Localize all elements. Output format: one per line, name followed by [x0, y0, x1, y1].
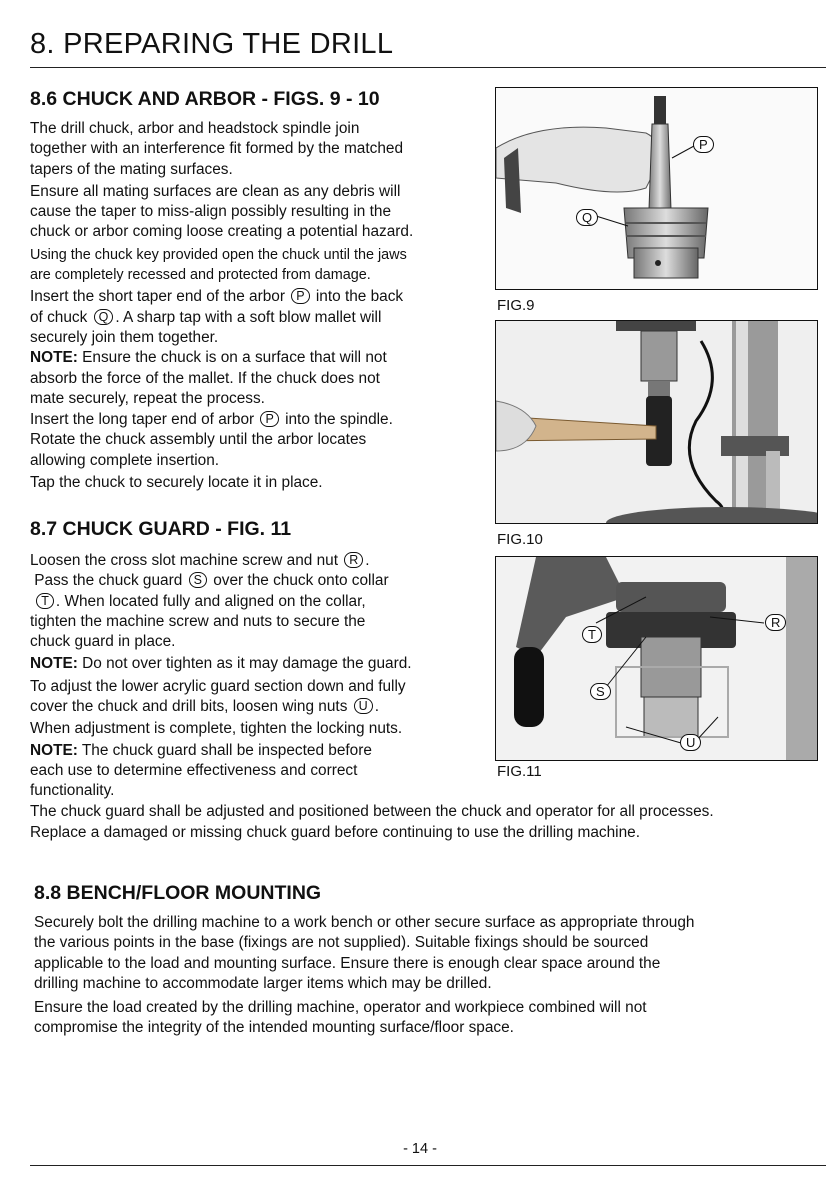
figure-10-photo: [495, 320, 818, 524]
text-line: drilling machine to accommodate larger items which may be drilled.: [34, 974, 492, 992]
label-p-marker: P: [291, 288, 309, 304]
page-title: 8. PREPARING THE DRILL: [30, 28, 394, 60]
text-line: compromise the integrity of the intended mounting surface/floor space.: [34, 1019, 514, 1037]
text-line: tighten the machine screw and nuts to secure the: [30, 612, 366, 630]
text-line: [30, 410, 413, 430]
text-line: absorb the force of the mallet. If the chuck does not: [30, 369, 380, 387]
text-span: into the spindle.: [285, 411, 393, 429]
fig9-callout-q: Q: [576, 209, 598, 226]
text-line: [30, 287, 413, 307]
text-span: .: [374, 698, 379, 716]
label-t-marker: T: [36, 593, 54, 609]
text-line: each use to determine effectiveness and correct: [30, 761, 358, 779]
text-span: over the chuck onto collar: [213, 572, 389, 590]
label-u-marker: U: [354, 698, 373, 714]
text-span: Insert the long taper end of arbor: [30, 411, 255, 429]
text-line: Rotate the chuck assembly until the arbor locates: [30, 431, 367, 449]
figure-9-caption: FIG.9: [497, 297, 535, 314]
text-line: functionality.: [30, 782, 115, 800]
fig9-callout-p: P: [693, 136, 714, 153]
section-8-8-text: [34, 913, 694, 1039]
text-line: securely join them together.: [30, 328, 219, 346]
text-line: Tap the chuck to securely locate it in place.: [30, 474, 323, 492]
text-span: Pass the chuck guard: [34, 572, 183, 590]
note-label: NOTE:: [30, 741, 78, 759]
label-r-marker: R: [344, 552, 363, 568]
figure-9-illustration: [496, 88, 817, 289]
note-label: NOTE:: [30, 349, 78, 367]
figure-10-illustration: [496, 321, 817, 523]
section-8-7-heading: 8.7 CHUCK GUARD - FIG. 11: [30, 518, 292, 540]
text-line: tapers of the mating surfaces.: [30, 160, 233, 178]
section-8-6-text: [30, 119, 413, 493]
text-span: Loosen the cross slot machine screw and nut: [30, 552, 338, 569]
section-8-8-heading: 8.8 BENCH/FLOOR MOUNTING: [34, 882, 322, 904]
text-line: [30, 308, 413, 328]
text-line: Using the chuck key provided open the chuck until the jaws: [30, 246, 407, 263]
figure-11-photo: [495, 556, 818, 761]
fig11-callout-r: R: [765, 614, 786, 631]
text-line: cause the taper to miss-align possibly resulting in the: [30, 203, 392, 221]
text-span: Insert the short taper end of the arbor: [30, 288, 285, 306]
text-line: mate securely, repeat the process.: [30, 389, 265, 407]
text-span: The chuck guard shall be inspected before: [77, 741, 372, 759]
text-span: cover the chuck and drill bits, loosen wing nuts: [30, 698, 348, 716]
text-line: To adjust the lower acrylic guard section down and fully: [30, 677, 406, 695]
text-line: applicable to the load and mounting surface. Ensure there is enough clear space around the: [34, 954, 661, 972]
text-line: The drill chuck, arbor and headstock spindle join: [30, 120, 360, 137]
text-line: chuck or arbor coming loose creating a potential hazard.: [30, 223, 414, 241]
text-line: chuck guard in place.: [30, 633, 176, 651]
text-span: of chuck: [30, 308, 88, 326]
text-line: the various points in the base (fixings are not supplied). Suitable fixings should be sourced: [34, 934, 649, 952]
note-line: [30, 348, 413, 368]
text-line: together with an interference fit formed by the matched: [30, 140, 403, 158]
text-span: Do not over tighten as it may damage the guard.: [77, 655, 412, 673]
label-p-marker: P: [260, 411, 278, 427]
text-span: . When located fully and aligned on the collar,: [55, 592, 366, 610]
figure-10-caption: FIG.10: [497, 531, 543, 548]
page-number: - 14 -: [403, 1141, 437, 1157]
header-rule: [30, 67, 826, 68]
label-q-marker: Q: [94, 309, 114, 325]
text-line: The chuck guard shall be adjusted and positioned between the chuck and operator for all processes.: [30, 802, 714, 820]
fig11-callout-t: T: [582, 626, 602, 643]
text-span: Ensure the chuck is on a surface that will not: [77, 349, 387, 367]
fig11-callout-s: S: [590, 683, 611, 700]
text-span: .: [365, 552, 370, 569]
label-s-marker: S: [189, 572, 207, 588]
text-span: into the back: [315, 288, 404, 306]
text-line: Securely bolt the drilling machine to a work bench or other secure surface as appropriate through: [34, 914, 695, 931]
footer-rule: [30, 1165, 826, 1166]
text-line: allowing complete insertion.: [30, 451, 220, 469]
text-line: are completely recessed and protected from damage.: [30, 267, 371, 284]
text-line: Ensure the load created by the drilling machine, operator and workpiece combined will not: [34, 999, 647, 1017]
note-label: NOTE:: [30, 655, 78, 673]
figure-9-photo: [495, 87, 818, 290]
text-span: . A sharp tap with a soft blow mallet will: [115, 308, 382, 326]
text-line: Ensure all mating surfaces are clean as any debris will: [30, 182, 401, 200]
text-line: When adjustment is complete, tighten the locking nuts.: [30, 720, 403, 738]
text-line: Replace a damaged or missing chuck guard before continuing to use the drilling machine.: [30, 823, 640, 841]
figure-11-illustration: [496, 557, 817, 760]
figure-11-caption: FIG.11: [497, 763, 542, 780]
section-8-6-heading: 8.6 CHUCK AND ARBOR - FIGS. 9 - 10: [30, 88, 380, 110]
fig11-callout-u: U: [680, 734, 701, 751]
